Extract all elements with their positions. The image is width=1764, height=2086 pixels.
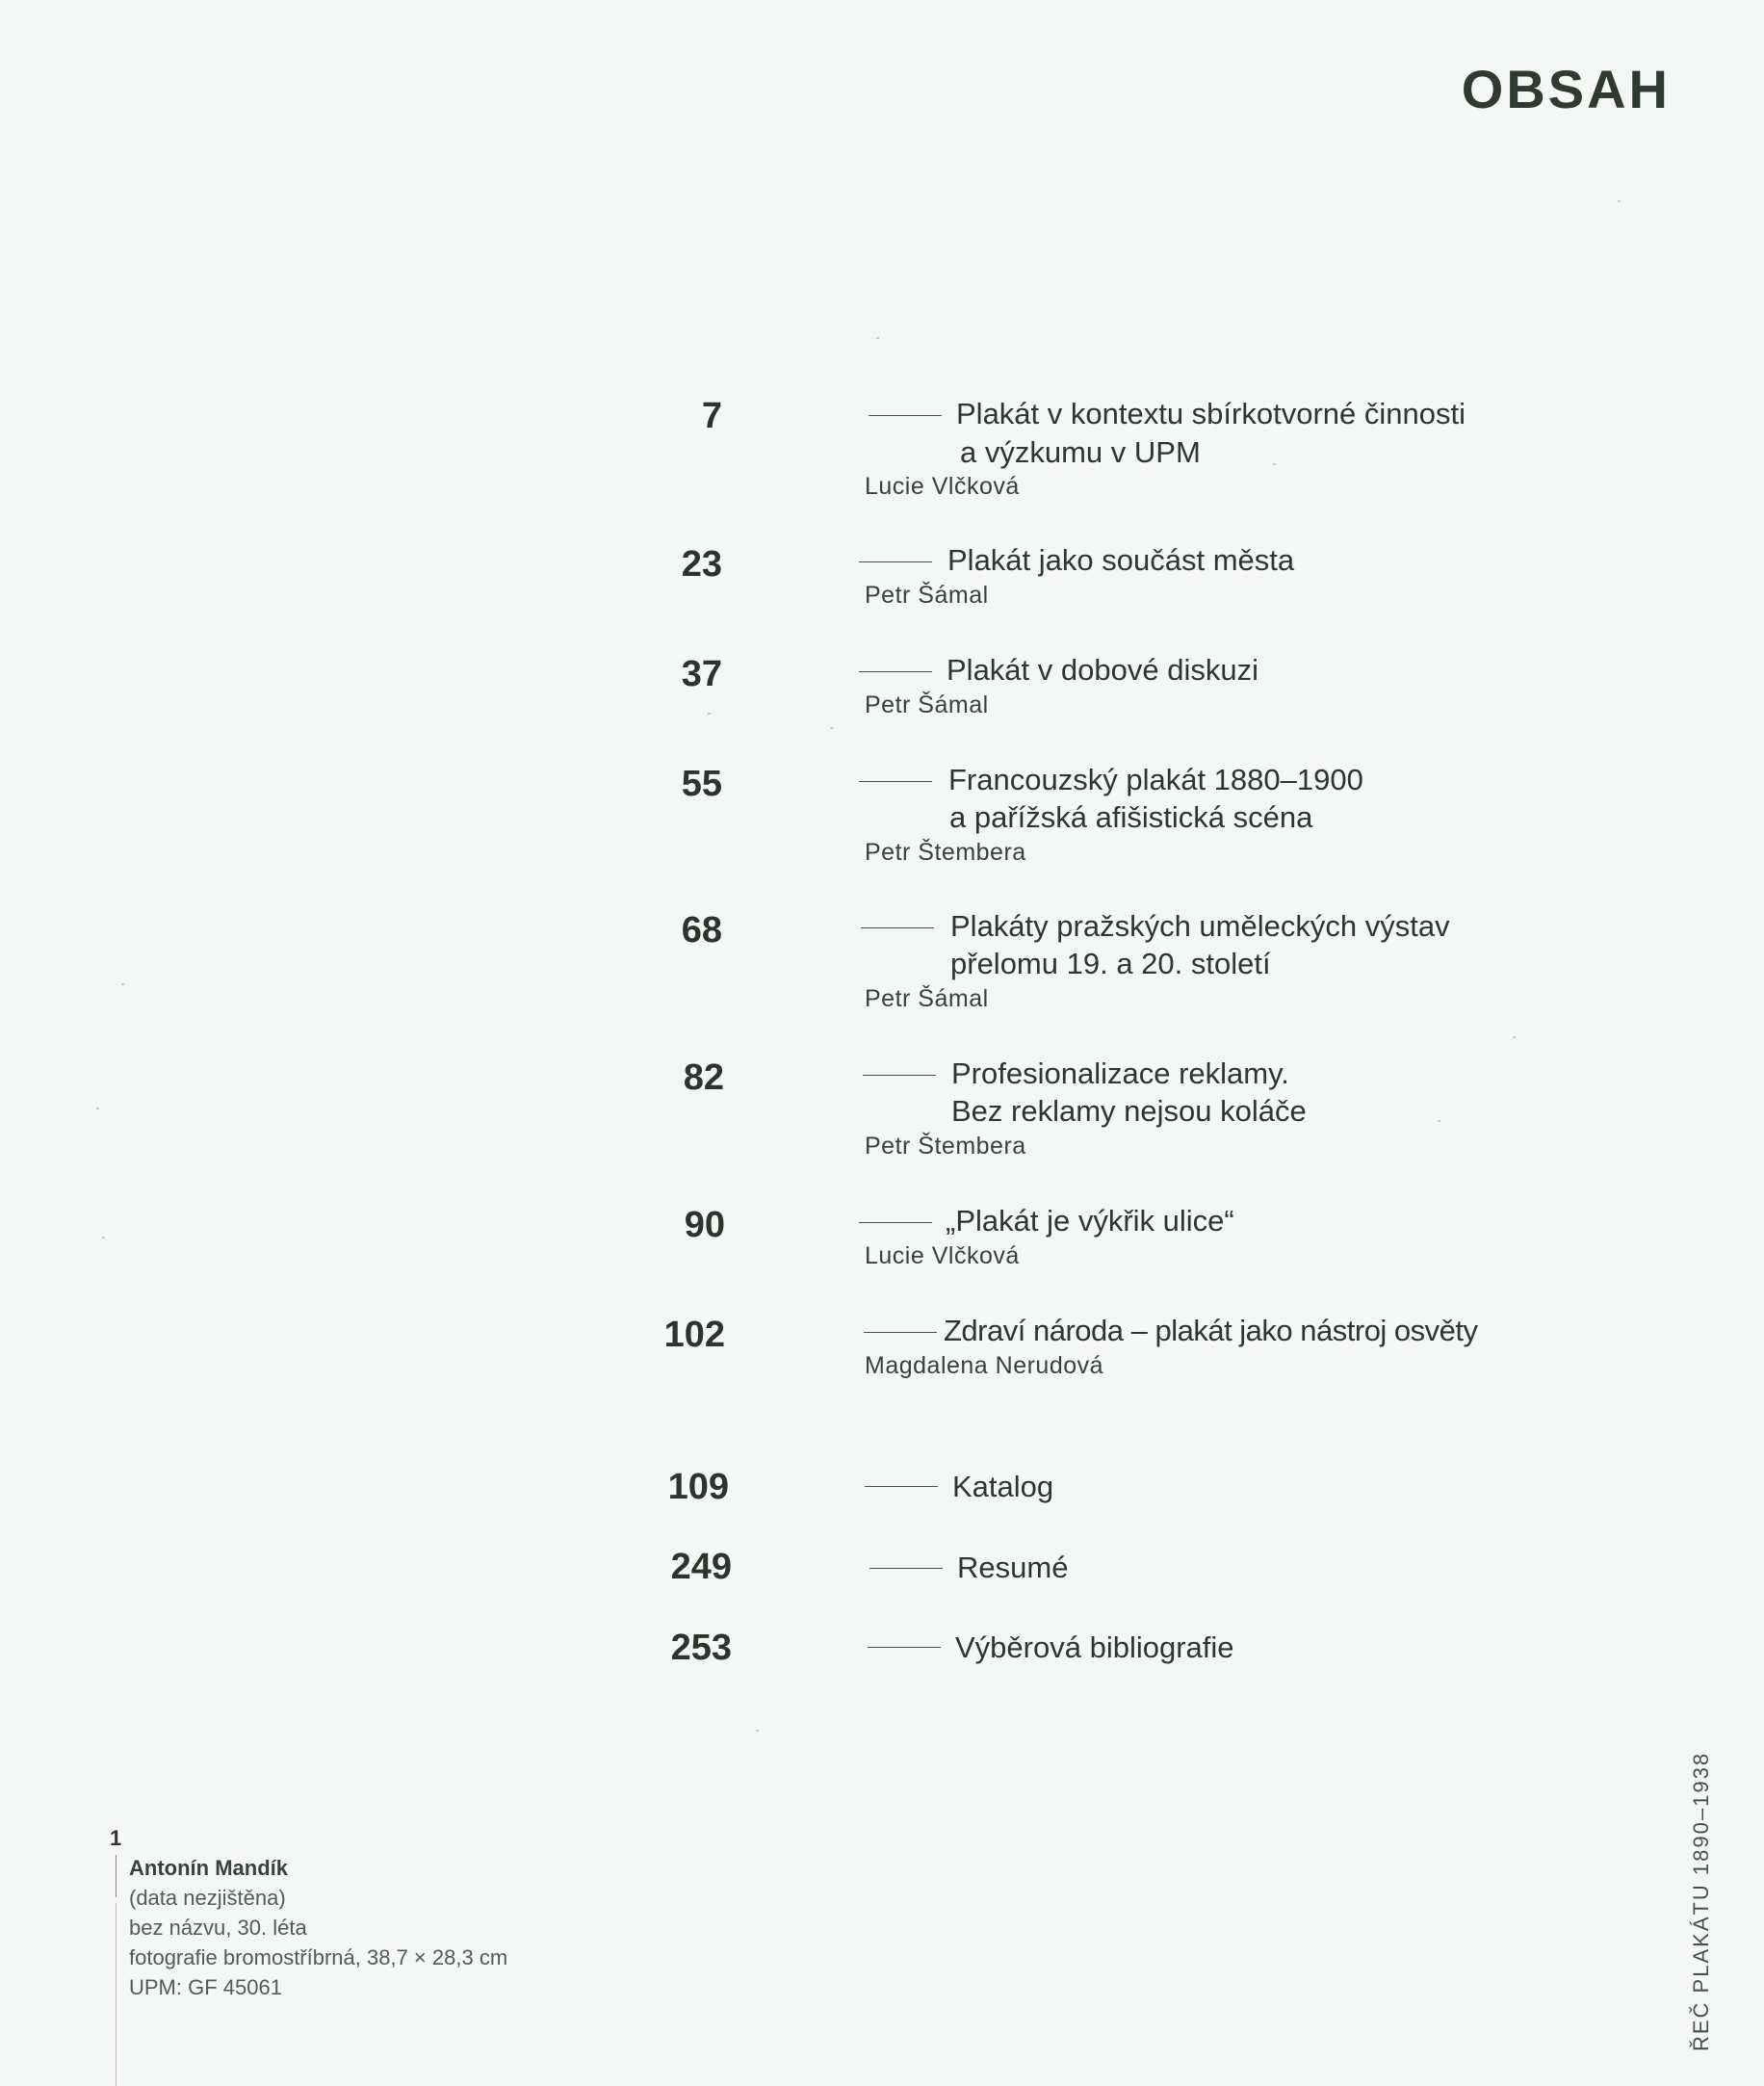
page-title: OBSAH [1461,59,1671,119]
caption-inventory: UPM: GF 45061 [129,1975,282,1999]
toc-title-line: Plakát jako součást města [947,543,1295,577]
toc-page-number: 37 [681,654,722,694]
toc-leader-line [868,1647,941,1648]
caption-rule [116,1855,117,1897]
toc-title-line: „Plakát je výkřik ulice“ [946,1204,1234,1238]
toc-title-line: a výzkumu v UPM [960,435,1201,469]
scan-speck [1513,1036,1516,1038]
scan-speck [830,727,833,729]
toc-page-number: 102 [663,1315,725,1355]
scan-speck [708,713,711,715]
toc-section-title: Výběrová bibliografie [955,1630,1234,1664]
scan-speck [876,337,879,339]
toc-page-number: 23 [681,544,722,585]
figure-number: 1 [110,1826,122,1850]
toc-leader-line [859,671,932,672]
toc-leader-line [865,1486,938,1487]
toc-title-line: Plakát v dobové diskuzi [947,653,1258,687]
caption-rule [116,1903,117,2086]
scan-speck [1438,1120,1440,1122]
toc-leader-line [859,781,932,782]
scan-speck [1618,200,1621,202]
toc-leader-line [861,927,934,928]
scan-speck [96,1108,99,1109]
toc-title-line: přelomu 19. a 20. století [950,947,1271,980]
caption-medium: fotografie bromostříbrná, 38,7 × 28,3 cm [129,1945,508,1969]
toc-author: Petr Šámal [865,985,989,1012]
toc-section-title: Katalog [952,1470,1054,1503]
toc-title-line: Plakáty pražských uměleckých výstav [950,909,1450,943]
toc-title-line: Plakát v kontextu sbírkotvorné činnosti [956,397,1466,430]
toc-leader-line [869,1568,943,1569]
scan-speck [1273,463,1276,465]
toc-page-number: 90 [684,1205,725,1245]
toc-leader-line [864,1332,937,1333]
toc-author: Lucie Vlčková [865,1242,1020,1269]
toc-title-line: Francouzský plakát 1880–1900 [948,763,1363,796]
running-footer: ŘEČ PLAKÁTU 1890–1938 [1689,1751,1713,2051]
toc-title-line: a pařížská afišistická scéna [949,800,1313,834]
toc-page-number: 109 [667,1467,729,1507]
toc-title-line: Profesionalizace reklamy. [951,1056,1289,1090]
toc-leader-line [863,1075,936,1076]
toc-title-line: Zdraví národa – plakát jako nástroj osvěty [944,1314,1478,1347]
toc-section-title: Resumé [957,1551,1069,1584]
toc-author: Lucie Vlčková [865,473,1020,500]
toc-page-number: 7 [701,396,722,436]
toc-author: Petr Šámal [865,691,989,718]
toc-author: Petr Štembera [865,1133,1026,1160]
caption-work: bez názvu, 30. léta [129,1916,307,1940]
toc-author: Magdalena Nerudová [865,1352,1104,1379]
toc-author: Petr Štembera [865,839,1026,866]
caption-text [129,1853,507,2002]
toc-author: Petr Šámal [865,582,989,609]
toc-title-line: Bez reklamy nejsou koláče [951,1094,1307,1128]
scan-speck [121,983,124,985]
caption-dates: (data nezjištěna) [129,1886,286,1910]
toc-leader-line [859,561,932,562]
toc-page-number: 249 [670,1547,732,1587]
toc-page-number: 253 [670,1628,732,1668]
scan-speck [756,1730,759,1732]
toc-page-number: 55 [681,764,722,804]
toc-page-number: 68 [681,910,722,951]
toc-leader-line [859,1222,932,1223]
toc-page-number: 82 [683,1057,724,1098]
toc-leader-line [869,415,942,416]
scan-speck [102,1237,105,1239]
caption-artist: Antonín Mandík [129,1856,288,1880]
